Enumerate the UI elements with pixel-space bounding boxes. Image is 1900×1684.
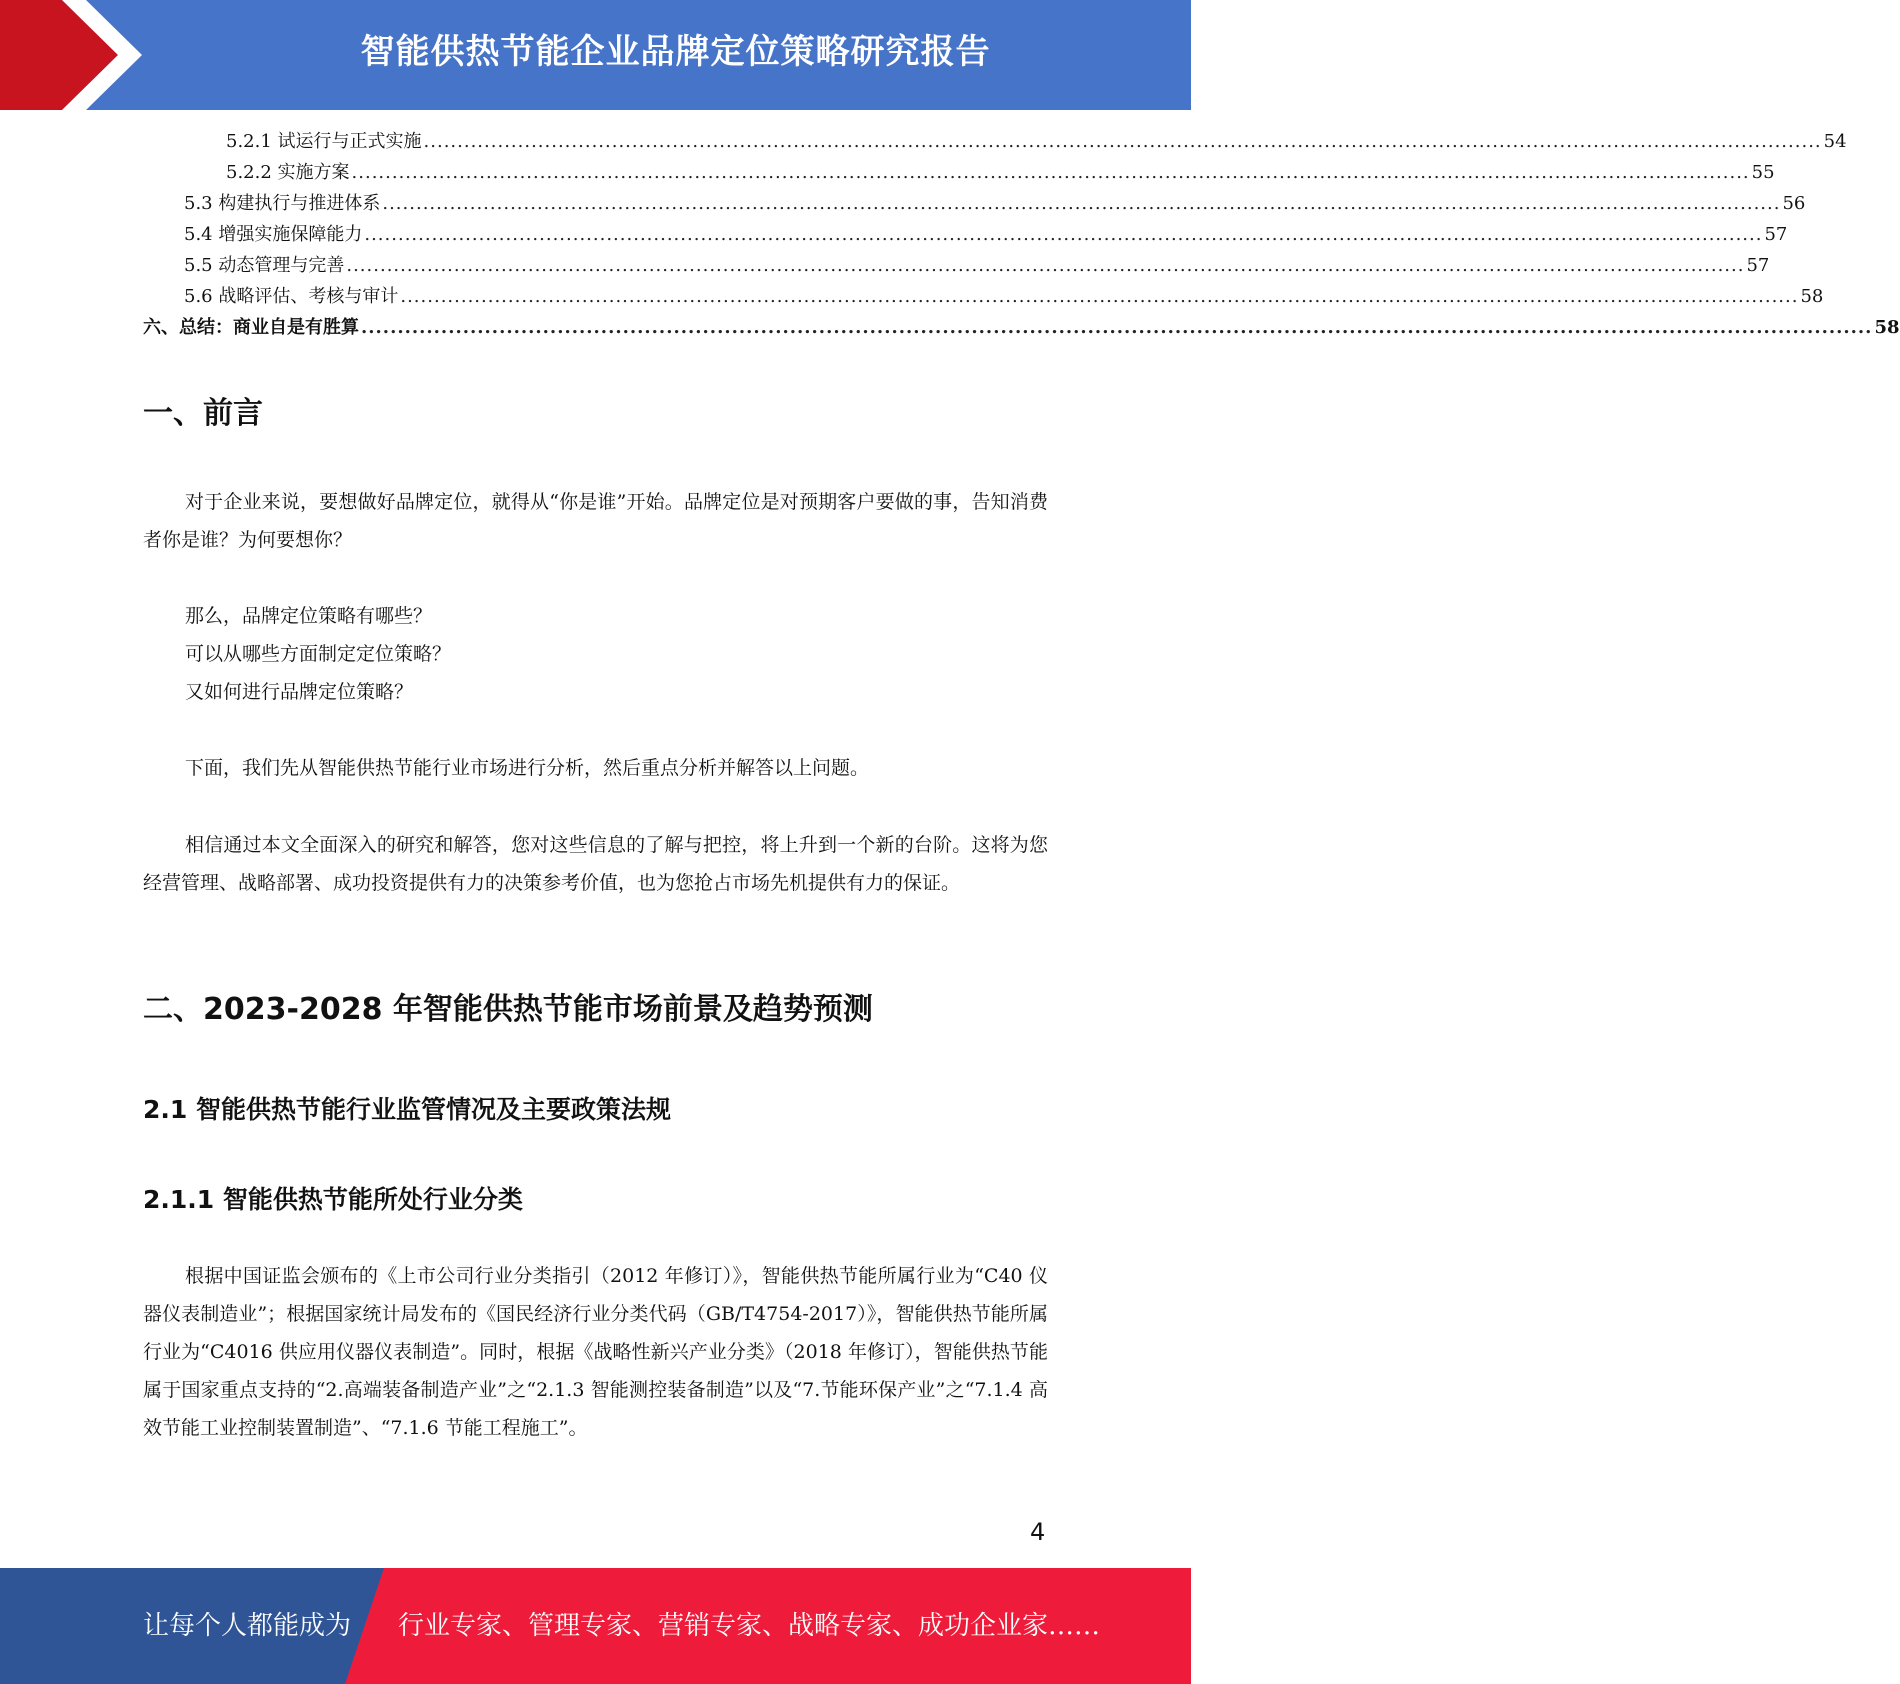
toc-label: 5.5 动态管理与完善: [184, 255, 345, 276]
page-number: 4: [1030, 1518, 1046, 1546]
question-line: 又如何进行品牌定位策略？: [185, 681, 414, 703]
toc-entry[interactable]: [184, 285, 1824, 309]
toc-entry[interactable]: [226, 130, 1847, 154]
toc-page: 55: [1751, 162, 1775, 183]
body-paragraph: 相信通过本文全面深入的研究和解答，您对这些信息的了解与把控，将上升到一个新的台阶。这将为您经营管理、战略部署、成功投资提供有力的决策参考价值，也为您抢占市场先机提供有力的保证。: [143, 834, 1048, 894]
subsection-heading: 2.1.1 智能供热节能所处行业分类: [143, 1185, 523, 1214]
toc-leader: ................................................................................................................................................................................................................: [382, 193, 1781, 214]
report-title: 智能供热节能企业品牌定位策略研究报告: [360, 32, 991, 72]
chevron-logo-icon: [0, 0, 160, 110]
page-header: [0, 0, 1191, 110]
toc-page: 57: [1764, 224, 1788, 245]
footer-slogan-left: 让每个人都能成为: [143, 1611, 352, 1641]
toc-page: 54: [1823, 131, 1847, 152]
toc-entry[interactable]: [184, 192, 1806, 216]
footer-slogan-right: 行业专家、管理专家、营销专家、战略专家、成功企业家……: [398, 1611, 1101, 1641]
toc-entry[interactable]: [226, 161, 1775, 185]
toc-page: 56: [1782, 193, 1806, 214]
body-paragraph: 根据中国证监会颁布的《上市公司行业分类指引（2012 年修订）》，智能供热节能所属行业为“C40 仪器仪表制造业”；根据国家统计局发布的《国民经济行业分类代码（GB/T4754-2017）》，智能供热节能所属行业为“C4016 供应用仪器仪表制造”。同时，根据《战略性新兴产业分类》（2018 年修订），智能供热节能属于国家重点支持的“2.高端装备制造产业”之“2.1.3 智能测控装备制造”以及“7.节能环保产业”之“7.1.4 高效节能工业控制装置制造”、“7.1.6 节能工程施工”。: [143, 1265, 1048, 1439]
question-line: 那么，品牌定位策略有哪些？: [185, 605, 433, 627]
toc-entry[interactable]: [184, 223, 1788, 247]
toc-page: 58: [1800, 286, 1824, 307]
toc-entry[interactable]: [143, 316, 1900, 340]
section-heading: 二、2023-2028 年智能供热节能市场前景及趋势预测: [143, 992, 873, 1027]
page-footer: [0, 1568, 1191, 1684]
toc-label: 5.2.2 实施方案: [226, 162, 350, 183]
toc-leader: ................................................................................................................................................................................................................: [351, 162, 1750, 183]
toc-leader: ................................................................................................................................................................................................................: [400, 286, 1799, 307]
toc-page: 58: [1874, 317, 1900, 338]
toc-label: 5.2.1 试运行与正式实施: [226, 131, 422, 152]
subsection-heading: 2.1 智能供热节能行业监管情况及主要政策法规: [143, 1095, 671, 1124]
toc-entry[interactable]: [184, 254, 1770, 278]
question-line: 可以从哪些方面制定定位策略？: [185, 643, 452, 665]
toc-label: 5.6 战略评估、考核与审计: [184, 286, 399, 307]
toc-label: 六、总结：商业自是有胜算: [143, 317, 359, 338]
body-paragraph: 下面，我们先从智能供热节能行业市场进行分析，然后重点分析并解答以上问题。: [185, 757, 870, 779]
toc-label: 5.3 构建执行与推进体系: [184, 193, 381, 214]
section-heading: 一、前言: [143, 396, 263, 431]
toc-page: 57: [1746, 255, 1770, 276]
toc-leader: ................................................................................................................................................................................................................: [364, 224, 1763, 245]
toc-leader: ................................................................................................................................................................................................................: [423, 131, 1822, 152]
body-paragraph: 对于企业来说，要想做好品牌定位，就得从“你是谁”开始。品牌定位是对预期客户要做的事，告知消费者你是谁？为何要想你？: [143, 491, 1048, 551]
toc-leader: ................................................................................................................................................................................................................: [346, 255, 1745, 276]
toc-label: 5.4 增强实施保障能力: [184, 224, 363, 245]
toc-leader: ................................................................................................................................................................................................................: [361, 317, 1873, 338]
